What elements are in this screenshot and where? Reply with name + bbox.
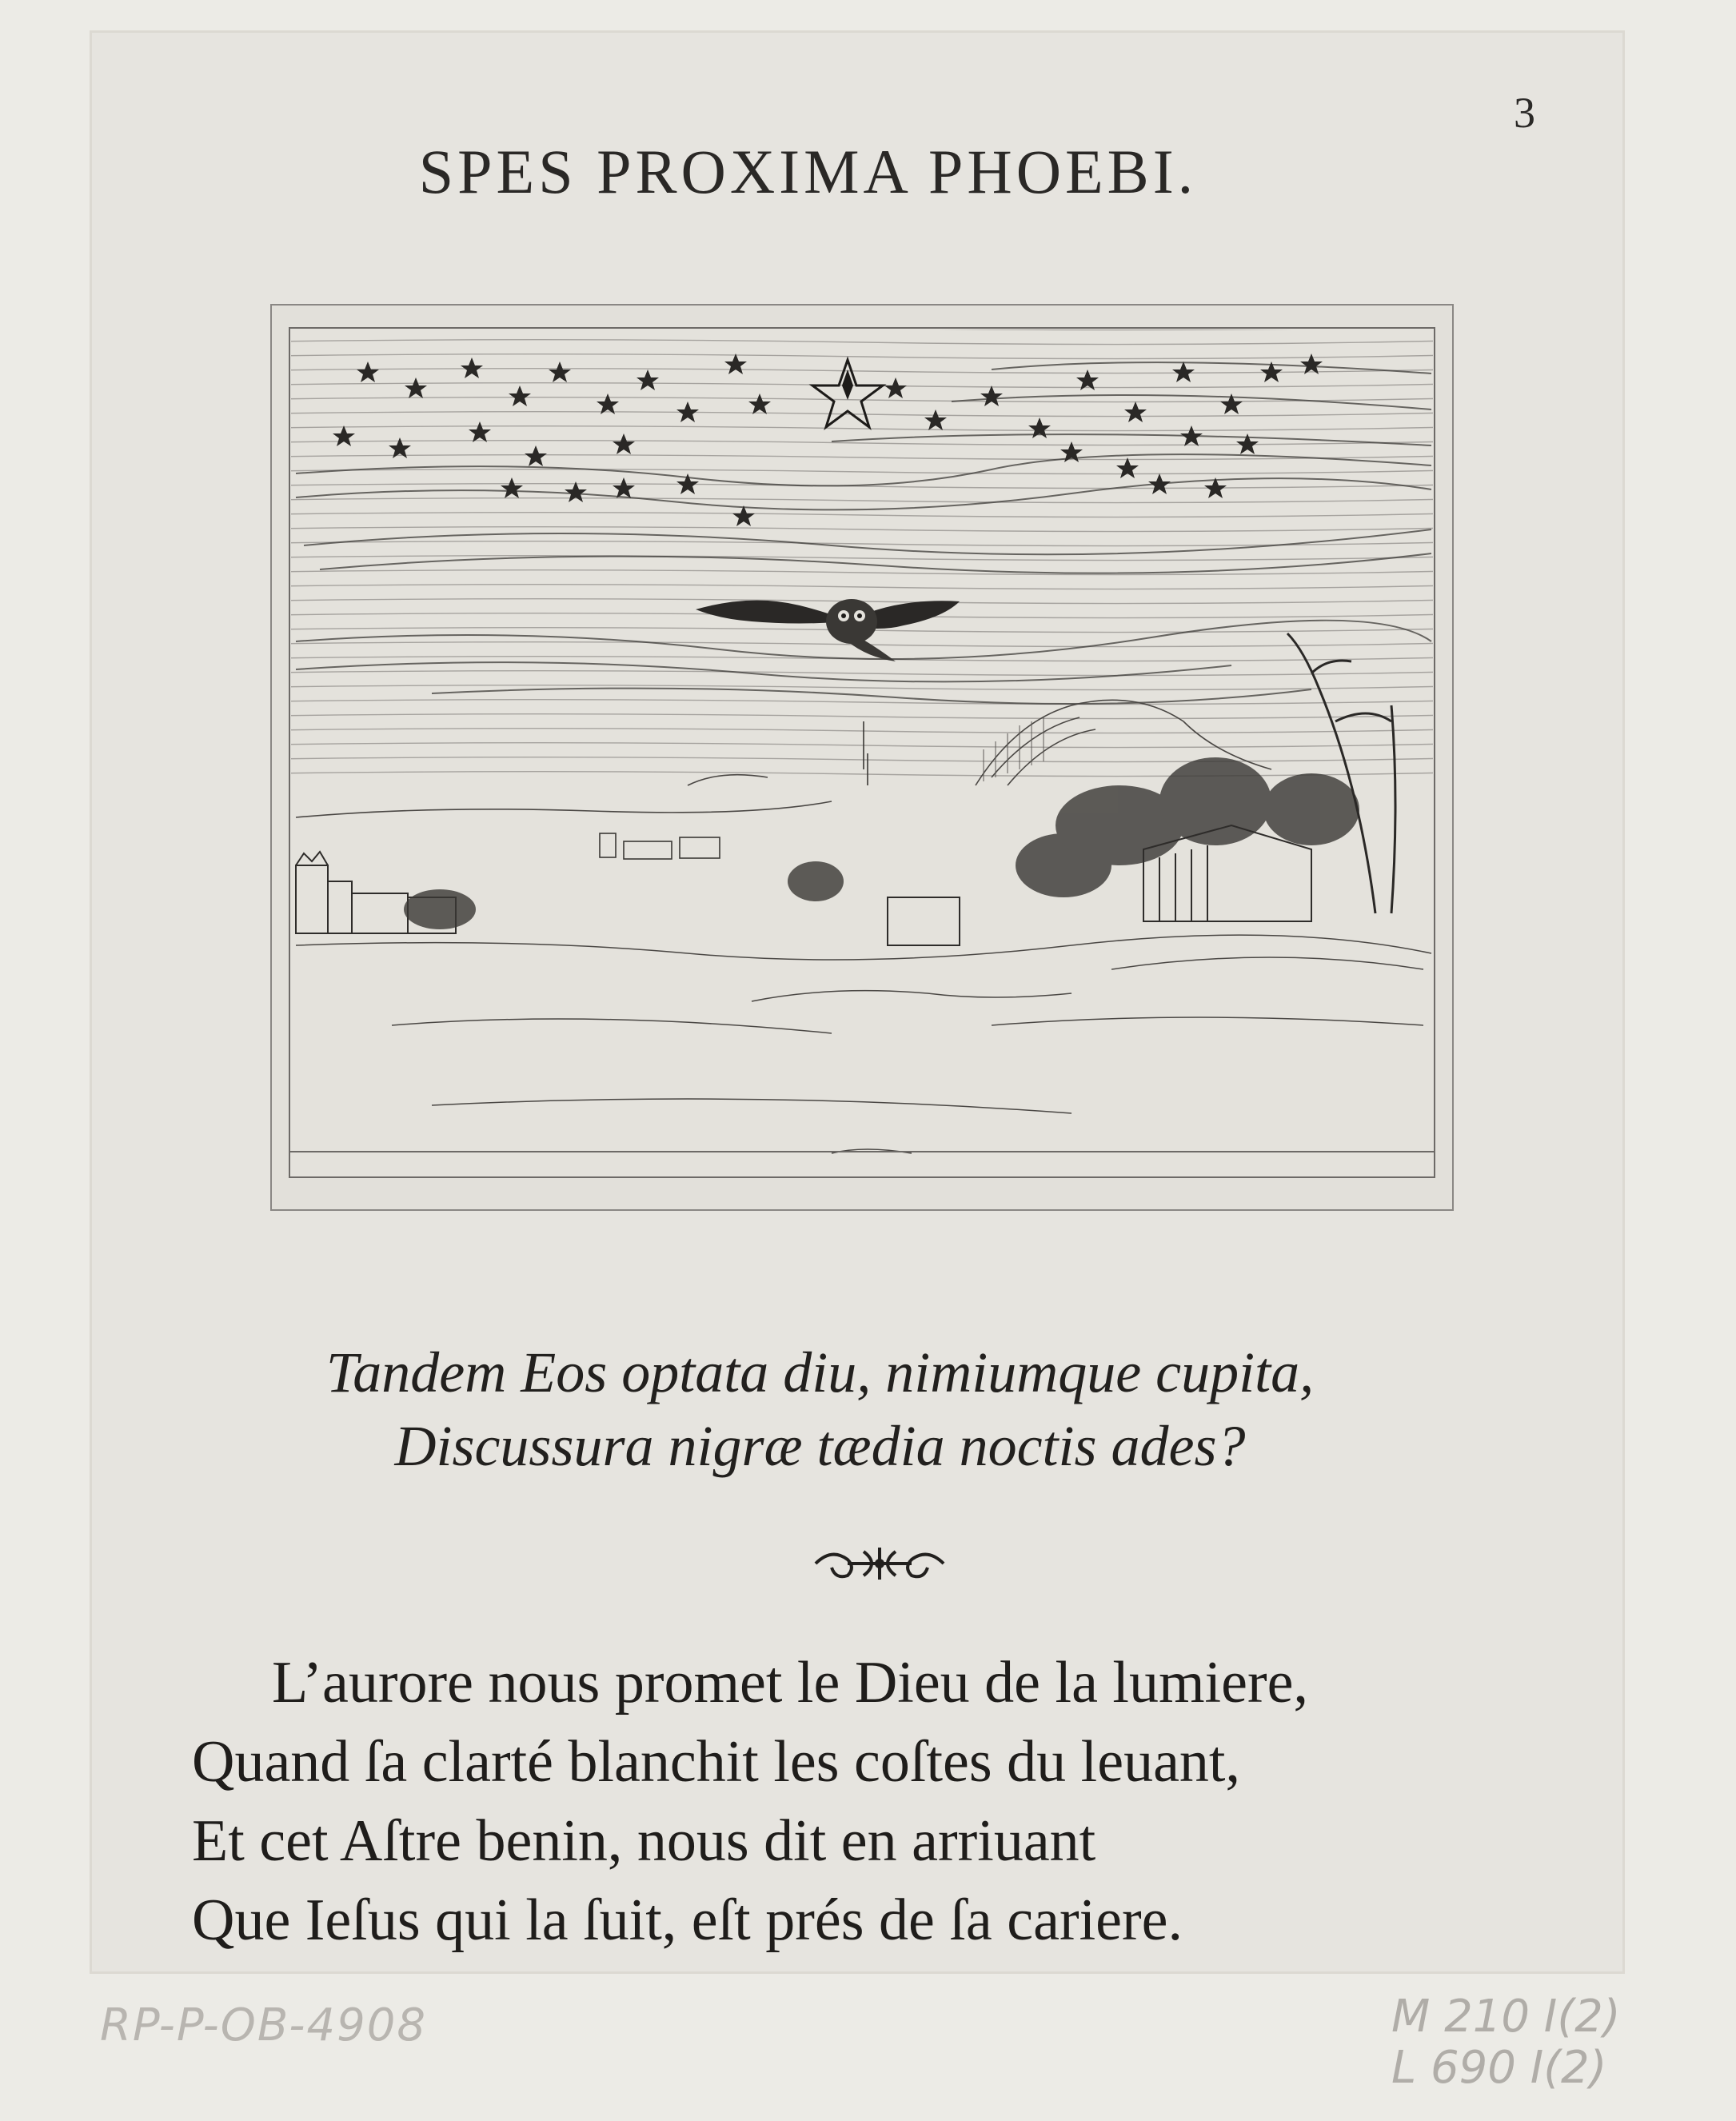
latin-verse-line: Tandem Eos optata diu, nimiumque cupita,: [325, 1340, 1315, 1404]
french-verse: [192, 1644, 1615, 1960]
french-verse-line: Et cet Aſtre benin, nous dit en arriuant: [192, 1808, 1096, 1874]
night-landscape-image: [272, 306, 1452, 1209]
inventory-number: RP-P-OB-4908: [100, 1999, 427, 2051]
fleuron-icon: [800, 1540, 960, 1588]
french-verse-line: Quand ſa clarté blanchit les coſtes du leuant,: [192, 1729, 1240, 1795]
french-verse-line: L’aurore nous promet le Dieu de la lumiere,: [272, 1650, 1308, 1716]
pencil-note: L 690 I(2): [1391, 2042, 1607, 2094]
motto-text: SPES PROXIMA PHOEBI.: [418, 137, 1198, 206]
latin-verse-line: Discussura nigræ tædia noctis ades?: [394, 1414, 1246, 1478]
pencil-notes: [1391, 1991, 1621, 2094]
emblem-motto: [0, 136, 1736, 208]
etched-plate: [270, 304, 1454, 1211]
pencil-note: M 210 I(2): [1391, 1991, 1621, 2043]
latin-verse: [0, 1336, 1736, 1483]
page-number: 3: [1514, 89, 1535, 137]
french-verse-line: Que Ieſus qui la ſuit, eſt prés de ſa cariere.: [192, 1887, 1183, 1953]
